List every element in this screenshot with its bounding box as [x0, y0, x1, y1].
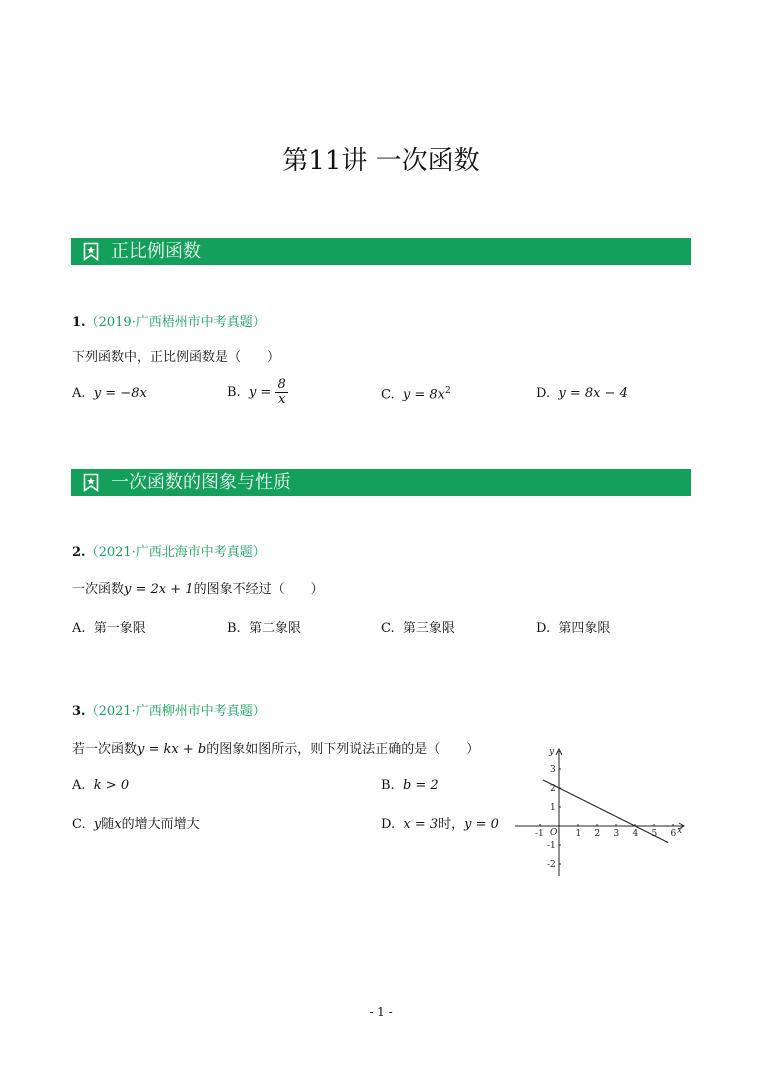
question-source: （2021·广西柳州市中考真题） [85, 704, 266, 719]
option-c: C. 第三象限 [381, 621, 455, 636]
page-number: - 1 - [369, 1005, 393, 1019]
y-tick-label: -1 [547, 841, 556, 851]
question-header [72, 311, 266, 330]
option-c: C. $y = 8x^2$ [381, 386, 451, 403]
question-number: 1. [72, 315, 86, 330]
y-tick-label: 2 [550, 784, 556, 794]
page-title: 第11讲 一次函数 [282, 146, 480, 176]
question-text: 一次函数y = 2x + 1的图象不经过（ ） [72, 582, 324, 597]
section-title: 正比例函数 [111, 241, 201, 262]
x-tick-label: 6 [670, 829, 677, 839]
option-b: B. y = $\frac{8}{x}$ [227, 377, 286, 407]
function-line [543, 780, 668, 843]
x-tick-label: 3 [613, 829, 620, 839]
section-header [71, 469, 691, 496]
question-number: 3. [72, 704, 86, 719]
y-tick-label: -2 [547, 860, 556, 870]
fraction: $\frac{8}{x}$ [277, 377, 286, 407]
x-tick-label: 5 [651, 829, 658, 839]
option-c: C. y随x的增大而增大 [72, 817, 200, 832]
y-axis-label: y [549, 747, 555, 757]
function-graph [515, 745, 690, 880]
y-tick-label: 1 [550, 803, 556, 813]
bookmark-star-icon [83, 473, 99, 492]
x-tick-label: 2 [594, 829, 601, 839]
option-d: D. x = 3时，y = 0 [381, 817, 499, 832]
question-source: （2019·广西梧州市中考真题） [85, 315, 266, 330]
question-source: （2021·广西北海市中考真题） [85, 545, 266, 560]
x-tick-label: 1 [575, 829, 582, 839]
option-a: A. k > 0 [72, 778, 130, 793]
option-d: D. 第四象限 [536, 621, 611, 636]
option-a: A. y = −8x [72, 386, 147, 401]
bookmark-star-icon [83, 242, 99, 261]
question-text: 若一次函数y = kx + b的图象如图所示，则下列说法正确的是（ ） [72, 742, 480, 757]
x-tick-label: -1 [535, 829, 544, 839]
option-a: A. 第一象限 [72, 621, 146, 636]
question-text: 下列函数中，正比例函数是（ ） [72, 350, 281, 365]
section-header [71, 238, 691, 265]
option-d: D. y = 8x − 4 [536, 386, 628, 401]
origin-label: O [550, 828, 558, 838]
question-header [72, 541, 266, 560]
question-number: 2. [72, 545, 86, 560]
section-title: 一次函数的图象与性质 [111, 472, 291, 493]
y-tick-label: 3 [550, 765, 556, 775]
option-b: B. 第二象限 [227, 621, 301, 636]
question-header [72, 700, 266, 719]
option-b: B. b = 2 [381, 778, 439, 793]
x-axis-label: x [677, 826, 683, 836]
x-tick-label: 4 [632, 829, 639, 839]
